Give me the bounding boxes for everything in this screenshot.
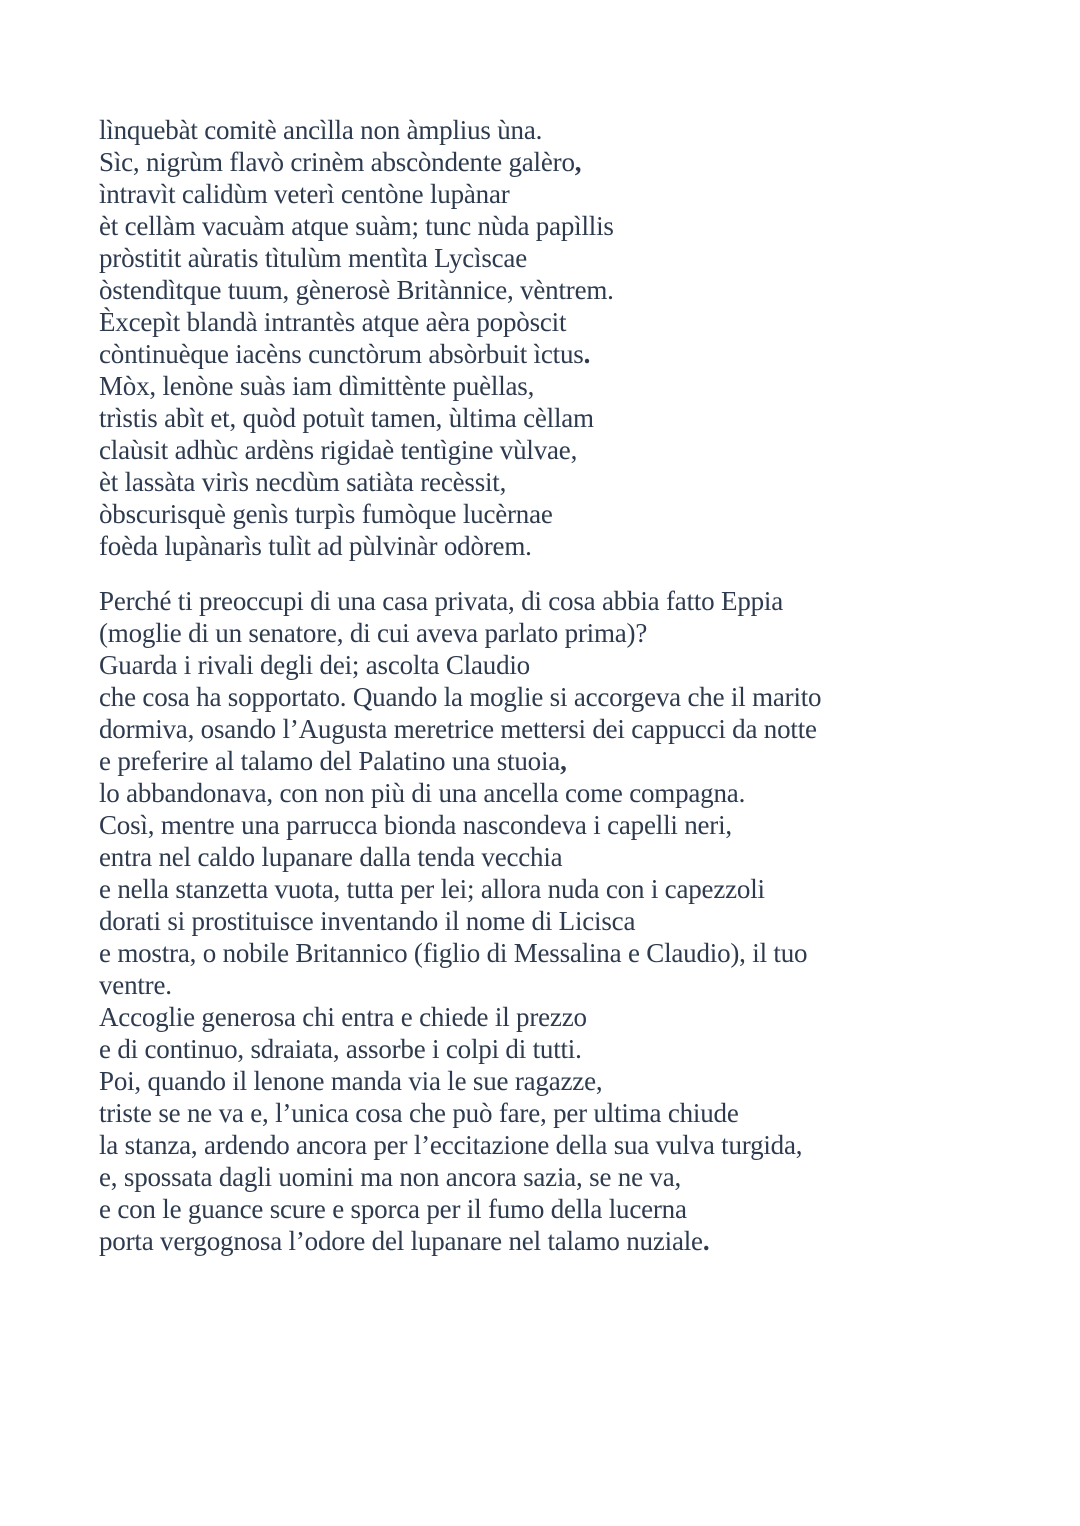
text-line-content: foèda lupànarìs tulìt ad pùlvinàr odòrem. bbox=[99, 531, 532, 561]
text-line-content: Èxcepìt blandà intrantès atque aèra popòscit bbox=[99, 307, 567, 337]
text-line bbox=[99, 402, 1040, 434]
text-line bbox=[99, 681, 1040, 713]
text-line bbox=[99, 969, 1040, 1001]
text-line bbox=[99, 1225, 1040, 1257]
text-line bbox=[99, 585, 1040, 617]
text-line-content: porta vergognosa l’odore del lupanare nel talamo nuziale bbox=[99, 1226, 703, 1256]
text-line bbox=[99, 1065, 1040, 1097]
bold-punctuation: . bbox=[583, 339, 591, 369]
text-line-content: òbscurisquè genìs turpìs fumòque lucèrnae bbox=[99, 499, 553, 529]
text-line-content: dorati si prostituisce inventando il nome di Licisca bbox=[99, 906, 636, 936]
text-line-content: trìstis abìt et, quòd potuìt tamen, ùltima cèllam bbox=[99, 403, 594, 433]
latin-verse-block bbox=[99, 114, 1040, 562]
text-line bbox=[99, 905, 1040, 937]
text-line-content: e di continuo, sdraiata, assorbe i colpi di tutti. bbox=[99, 1034, 582, 1064]
text-line bbox=[99, 242, 1040, 274]
text-line-content: dormiva, osando l’Augusta meretrice mettersi dei cappucci da notte bbox=[99, 714, 817, 744]
text-line bbox=[99, 530, 1040, 562]
text-line bbox=[99, 338, 1040, 370]
text-line-content: lo abbandonava, con non più di una ancella come compagna. bbox=[99, 778, 746, 808]
text-line-content: e mostra, o nobile Britannico (figlio di Messalina e Claudio), il tuo bbox=[99, 938, 808, 968]
text-line bbox=[99, 146, 1040, 178]
text-line bbox=[99, 617, 1040, 649]
text-line-content: Così, mentre una parrucca bionda nascondeva i capelli neri, bbox=[99, 810, 732, 840]
text-line bbox=[99, 937, 1040, 969]
text-line bbox=[99, 370, 1040, 402]
italian-translation-block bbox=[99, 585, 1040, 1257]
text-line bbox=[99, 1193, 1040, 1225]
text-line bbox=[99, 114, 1040, 146]
text-line bbox=[99, 841, 1040, 873]
text-line-content: claùsit adhùc ardèns rigidaè tentìgine vùlvae, bbox=[99, 435, 578, 465]
text-line-content: che cosa ha sopportato. Quando la moglie si accorgeva che il marito bbox=[99, 682, 822, 712]
text-line bbox=[99, 745, 1040, 777]
bold-punctuation: , bbox=[574, 147, 582, 177]
text-line bbox=[99, 649, 1040, 681]
text-line bbox=[99, 713, 1040, 745]
text-line-content: lìnquebàt comitè ancìlla non àmplius ùna. bbox=[99, 115, 543, 145]
text-line bbox=[99, 466, 1040, 498]
text-line bbox=[99, 1161, 1040, 1193]
text-line-content: e con le guance scure e sporca per il fumo della lucerna bbox=[99, 1194, 687, 1224]
text-line-content: èt cellàm vacuàm atque suàm; tunc nùda papìllis bbox=[99, 211, 614, 241]
bold-punctuation: . bbox=[702, 1226, 710, 1256]
text-line-content: entra nel caldo lupanare dalla tenda vecchia bbox=[99, 842, 563, 872]
text-line-content: Guarda i rivali degli dei; ascolta Claudio bbox=[99, 650, 530, 680]
text-line bbox=[99, 1001, 1040, 1033]
text-line-content: pròstitit aùratis tìtulùm mentìta Lycìscae bbox=[99, 243, 528, 273]
text-line bbox=[99, 434, 1040, 466]
text-line-content: Mòx, lenòne suàs iam dìmittènte puèllas, bbox=[99, 371, 535, 401]
text-line bbox=[99, 873, 1040, 905]
text-line bbox=[99, 210, 1040, 242]
text-line-content: òstendìtque tuum, gènerosè Britànnice, vèntrem. bbox=[99, 275, 614, 305]
text-line-content: èt lassàta virìs necdùm satiàta recèssit, bbox=[99, 467, 507, 497]
text-line-content: e preferire al talamo del Palatino una stuoia bbox=[99, 746, 561, 776]
text-line-content: e nella stanzetta vuota, tutta per lei; allora nuda con i capezzoli bbox=[99, 874, 765, 904]
text-line-content: e, spossata dagli uomini ma non ancora sazia, se ne va, bbox=[99, 1162, 682, 1192]
text-line-content: còntinuèque iacèns cunctòrum absòrbuit ìctus bbox=[99, 339, 584, 369]
text-line bbox=[99, 274, 1040, 306]
text-line-content: Accoglie generosa chi entra e chiede il prezzo bbox=[99, 1002, 587, 1032]
text-line-content: triste se ne va e, l’unica cosa che può fare, per ultima chiude bbox=[99, 1098, 739, 1128]
text-line-content: (moglie di un senatore, di cui aveva parlato prima)? bbox=[99, 618, 648, 648]
text-line-content: Poi, quando il lenone manda via le sue ragazze, bbox=[99, 1066, 603, 1096]
text-line bbox=[99, 777, 1040, 809]
text-line bbox=[99, 809, 1040, 841]
text-line-content: Sìc, nigrùm flavò crinèm abscòndente galèro bbox=[99, 147, 575, 177]
bold-punctuation: , bbox=[560, 746, 567, 776]
text-line-content: ventre. bbox=[99, 970, 172, 1000]
text-line-content: la stanza, ardendo ancora per l’eccitazione della sua vulva turgida, bbox=[99, 1130, 803, 1160]
text-line bbox=[99, 1033, 1040, 1065]
text-line bbox=[99, 498, 1040, 530]
text-line bbox=[99, 1097, 1040, 1129]
text-line bbox=[99, 178, 1040, 210]
text-line bbox=[99, 306, 1040, 338]
text-line-content: Perché ti preoccupi di una casa privata, di cosa abbia fatto Eppia bbox=[99, 586, 784, 616]
text-line-content: ìntravìt calidùm veterì centòne lupànar bbox=[99, 179, 510, 209]
text-line bbox=[99, 1129, 1040, 1161]
